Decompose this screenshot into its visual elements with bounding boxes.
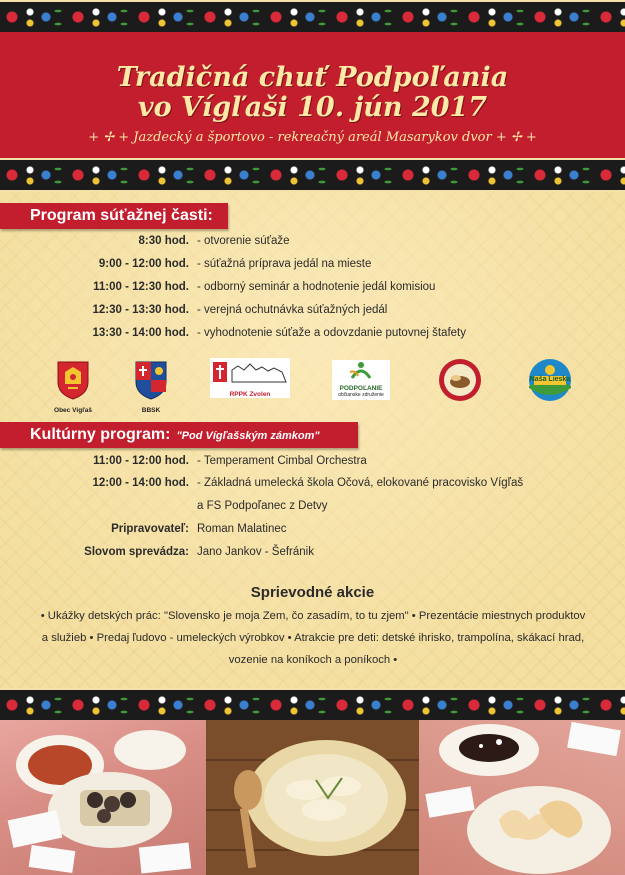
- culture-heading: [0, 422, 358, 448]
- round-seal-icon: [432, 358, 488, 402]
- program-heading-label: Program súťažnej časti:: [30, 207, 213, 224]
- culture-row-role: Slovom sprevádza:: [84, 546, 189, 558]
- food-photo-left: [0, 720, 206, 875]
- program-heading: [0, 203, 228, 229]
- program-row-desc: - súťažná príprava jedál na mieste: [197, 258, 372, 270]
- program-row: [0, 304, 625, 326]
- logo-subcaption: občianske združenie: [338, 392, 384, 398]
- pastry-plates-illustration: [419, 720, 625, 875]
- program-row: [0, 281, 625, 303]
- culture-row: [0, 546, 625, 568]
- program-row: [0, 258, 625, 280]
- logo-rppk: [210, 358, 290, 398]
- logo-caption: BBSK: [141, 407, 161, 414]
- logo-tradicna-chut: [432, 358, 488, 402]
- logo-bbsk: [126, 360, 176, 414]
- program-row-time: 12:30 - 13:30 hod.: [92, 304, 189, 316]
- culture-row-desc: - Základná umelecká škola Očová, elokované pracovisko Vígľaš: [197, 477, 524, 489]
- poster-title-line2: vo Vígľaši 10. jún 2017: [137, 92, 488, 123]
- culture-row-role: Pripravovateľ:: [111, 523, 189, 535]
- program-row: [0, 235, 625, 257]
- culture-row-person: Jano Jankov - Šefránik: [197, 546, 314, 558]
- folk-ornament-border-bottom: [0, 688, 625, 722]
- program-row-time: 13:30 - 14:00 hod.: [92, 327, 189, 339]
- culture-row-person: Roman Malatinec: [197, 523, 287, 535]
- side-events-line: • Ukážky detských prác: "Slovensko je moja Zem, čo zasadím, to tu zjem" • Prezentácie miestnych produktov: [40, 610, 586, 622]
- logo-nasa-lieska: [526, 358, 574, 402]
- venue-subtitle: + ✢ + Jazdecký a športovo - rekreačný areál Masarykov dvor + ✢ +: [88, 130, 537, 145]
- folk-ornament-border-top: [0, 0, 625, 34]
- poster-title-line1: Tradičná chuť Podpoľania: [116, 62, 509, 93]
- logo-podpolanie: [332, 360, 390, 400]
- program-row: [0, 327, 625, 349]
- side-events-line: vozenie na koníkoch a poníkoch •: [228, 654, 398, 666]
- culture-heading-label: Kultúrny program:: [30, 426, 171, 443]
- program-row-time: 11:00 - 12:30 hod.: [93, 281, 189, 293]
- food-photo-strip: [0, 720, 625, 875]
- culture-row-time: 12:00 - 14:00 hod.: [92, 477, 189, 489]
- side-events-line: a služieb • Predaj ľudovo - umeleckých výrobkov • Atrakcie pre deti: detské ihrisko, trampolína, skákací hrad,: [41, 632, 585, 644]
- folk-ornament-border-middle: [0, 158, 625, 192]
- logo-obec-vilas: [48, 360, 98, 414]
- culture-row: [0, 500, 625, 522]
- culture-row-desc: a FS Podpoľanec z Detvy: [197, 500, 328, 512]
- culture-row-desc: - Temperament Cimbal Orchestra: [197, 455, 367, 467]
- culture-row-time: 11:00 - 12:00 hod.: [93, 455, 189, 467]
- program-row-desc: - vyhodnotenie súťaže a odovzdanie putovnej štafety: [197, 327, 466, 339]
- logo-caption: Naša Lieska: [529, 376, 571, 383]
- coat-of-arms-icon: [56, 360, 90, 400]
- culture-subheading: "Pod Vígľašským zámkom": [176, 430, 320, 442]
- castle-icon: [210, 358, 290, 388]
- culture-row: [0, 523, 625, 545]
- program-row-desc: - otvorenie súťaže: [197, 235, 290, 247]
- side-events-text: [28, 605, 598, 671]
- culture-row: [0, 477, 625, 499]
- food-photo-center: [206, 720, 419, 875]
- food-plates-illustration: [0, 720, 206, 875]
- program-row-time: 8:30 hod.: [138, 235, 189, 247]
- program-row-desc: - verejná ochutnávka súťažných jedál: [197, 304, 388, 316]
- pirohy-bowl-illustration: [206, 720, 419, 875]
- person-leaf-icon: [346, 360, 376, 380]
- coat-of-arms-icon: [134, 360, 168, 400]
- logo-caption: PODPOĽANIE: [339, 385, 383, 392]
- logo-caption: Obec Vígľaš: [54, 407, 92, 414]
- side-events-heading: Sprievodné akcie: [250, 584, 375, 601]
- program-row-desc: - odborný seminár a hodnotenie jedál komisiou: [197, 281, 436, 293]
- logo-caption: RPPK Zvolen: [229, 391, 271, 398]
- culture-row: [0, 455, 625, 477]
- header-banner: [0, 32, 625, 158]
- program-row-time: 9:00 - 12:00 hod.: [98, 258, 189, 270]
- food-photo-right: [419, 720, 625, 875]
